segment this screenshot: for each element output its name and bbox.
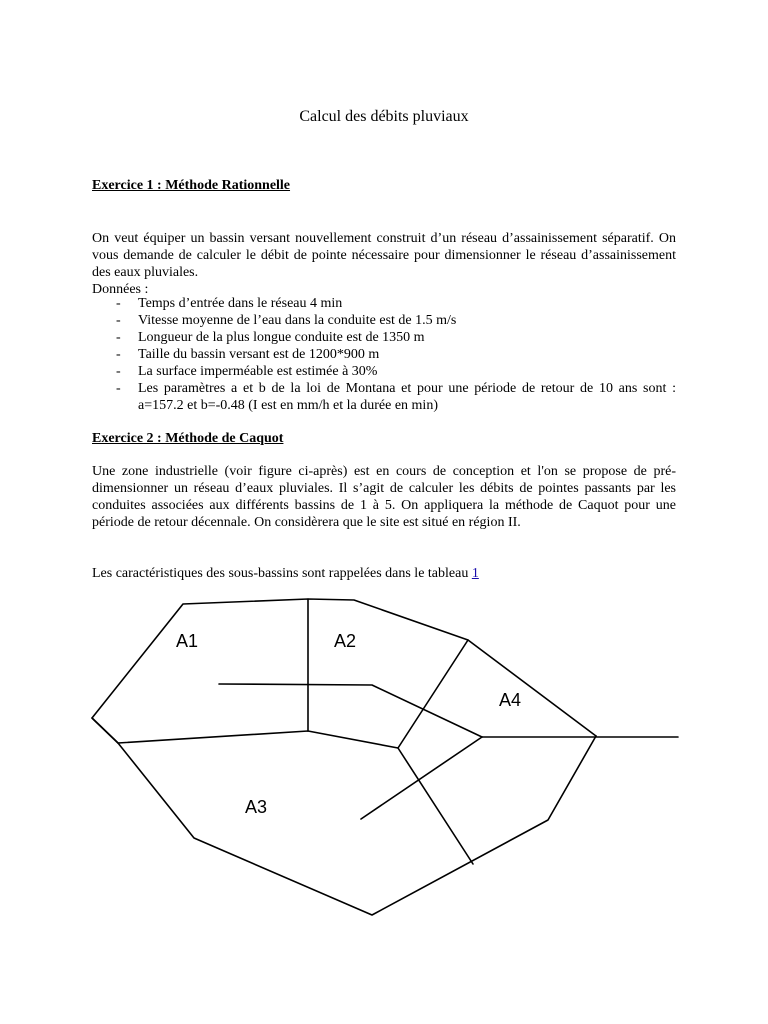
list-item <box>92 312 676 329</box>
lower-boundary <box>92 718 596 915</box>
table-reference-sentence <box>92 565 676 582</box>
data-label: Données : <box>92 282 149 297</box>
exercise-1-intro-text: On veut équiper un bassin versant nouvellement construit d’un réseau d’assainissement séparatif. On vous demande de calculer le débit de pointe nécessaire pour dimensionner le réseau d’assainissement des eaux pluviales. <box>92 231 676 280</box>
list-item-text: Vitesse moyenne de l’eau dans la conduite est de 1.5 m/s <box>138 313 457 328</box>
list-item <box>92 346 676 363</box>
list-item <box>92 363 676 380</box>
table-1-link[interactable]: 1 <box>471 566 479 581</box>
conduit-a3 <box>361 737 482 819</box>
list-item-text: Taille du bassin versant est de 1200*900 m <box>138 347 380 362</box>
bullet-dash: - <box>116 364 121 379</box>
upper-boundary <box>92 599 596 743</box>
watershed-figure <box>0 590 768 930</box>
conduit-a1 <box>219 684 482 737</box>
table-sentence-text: Les caractéristiques des sous-bassins sont rappelées dans le tableau <box>92 566 469 581</box>
bullet-dash: - <box>116 347 121 362</box>
list-item-text: La surface imperméable est estimée à 30% <box>138 364 378 379</box>
exercise-2-paragraph: Une zone industrielle (voir figure ci-après) est en cours de conception et l'on se propose de pré-dimensionner un réseau d’eaux pluviales. Il s’agit de calculer les débits de pointes passants par les conduites associées aux différents bassins de 1 à 5. On appliquera la méthode de Caquot pour une période de retour décennale. On considèrera que le site est situé en région II. <box>92 464 676 530</box>
list-item <box>92 295 676 312</box>
bullet-dash: - <box>116 381 121 396</box>
divide-a2-a4 <box>398 640 468 748</box>
exercise-1-intro <box>92 230 676 298</box>
basin-label-a4: A4 <box>499 690 522 710</box>
basin-label-a3: A3 <box>245 797 268 817</box>
exercise-1-heading: Exercice 1 : Méthode Rationnelle <box>92 178 291 193</box>
divide-a1-a3 <box>118 731 398 748</box>
list-item-text: Temps d’entrée dans le réseau 4 min <box>138 296 343 311</box>
basin-label-a1: A1 <box>176 631 199 651</box>
list-item-text: Les paramètres a et b de la loi de Montana et pour une période de retour de 10 ans sont : a=157.2 et b=-0.48 (I est en mm/h et la durée en min) <box>138 381 676 413</box>
exercise-2-heading: Exercice 2 : Méthode de Caquot <box>92 431 284 446</box>
bullet-dash: - <box>116 330 121 345</box>
bullet-dash: - <box>116 296 121 311</box>
data-list <box>92 295 676 414</box>
basin-label-a2: A2 <box>334 631 357 651</box>
list-item <box>92 380 676 414</box>
list-item <box>92 329 676 346</box>
page-title: Calcul des débits pluviaux <box>299 108 469 125</box>
divide-lower <box>398 748 473 864</box>
bullet-dash: - <box>116 313 121 328</box>
list-item-text: Longueur de la plus longue conduite est de 1350 m <box>138 330 425 345</box>
